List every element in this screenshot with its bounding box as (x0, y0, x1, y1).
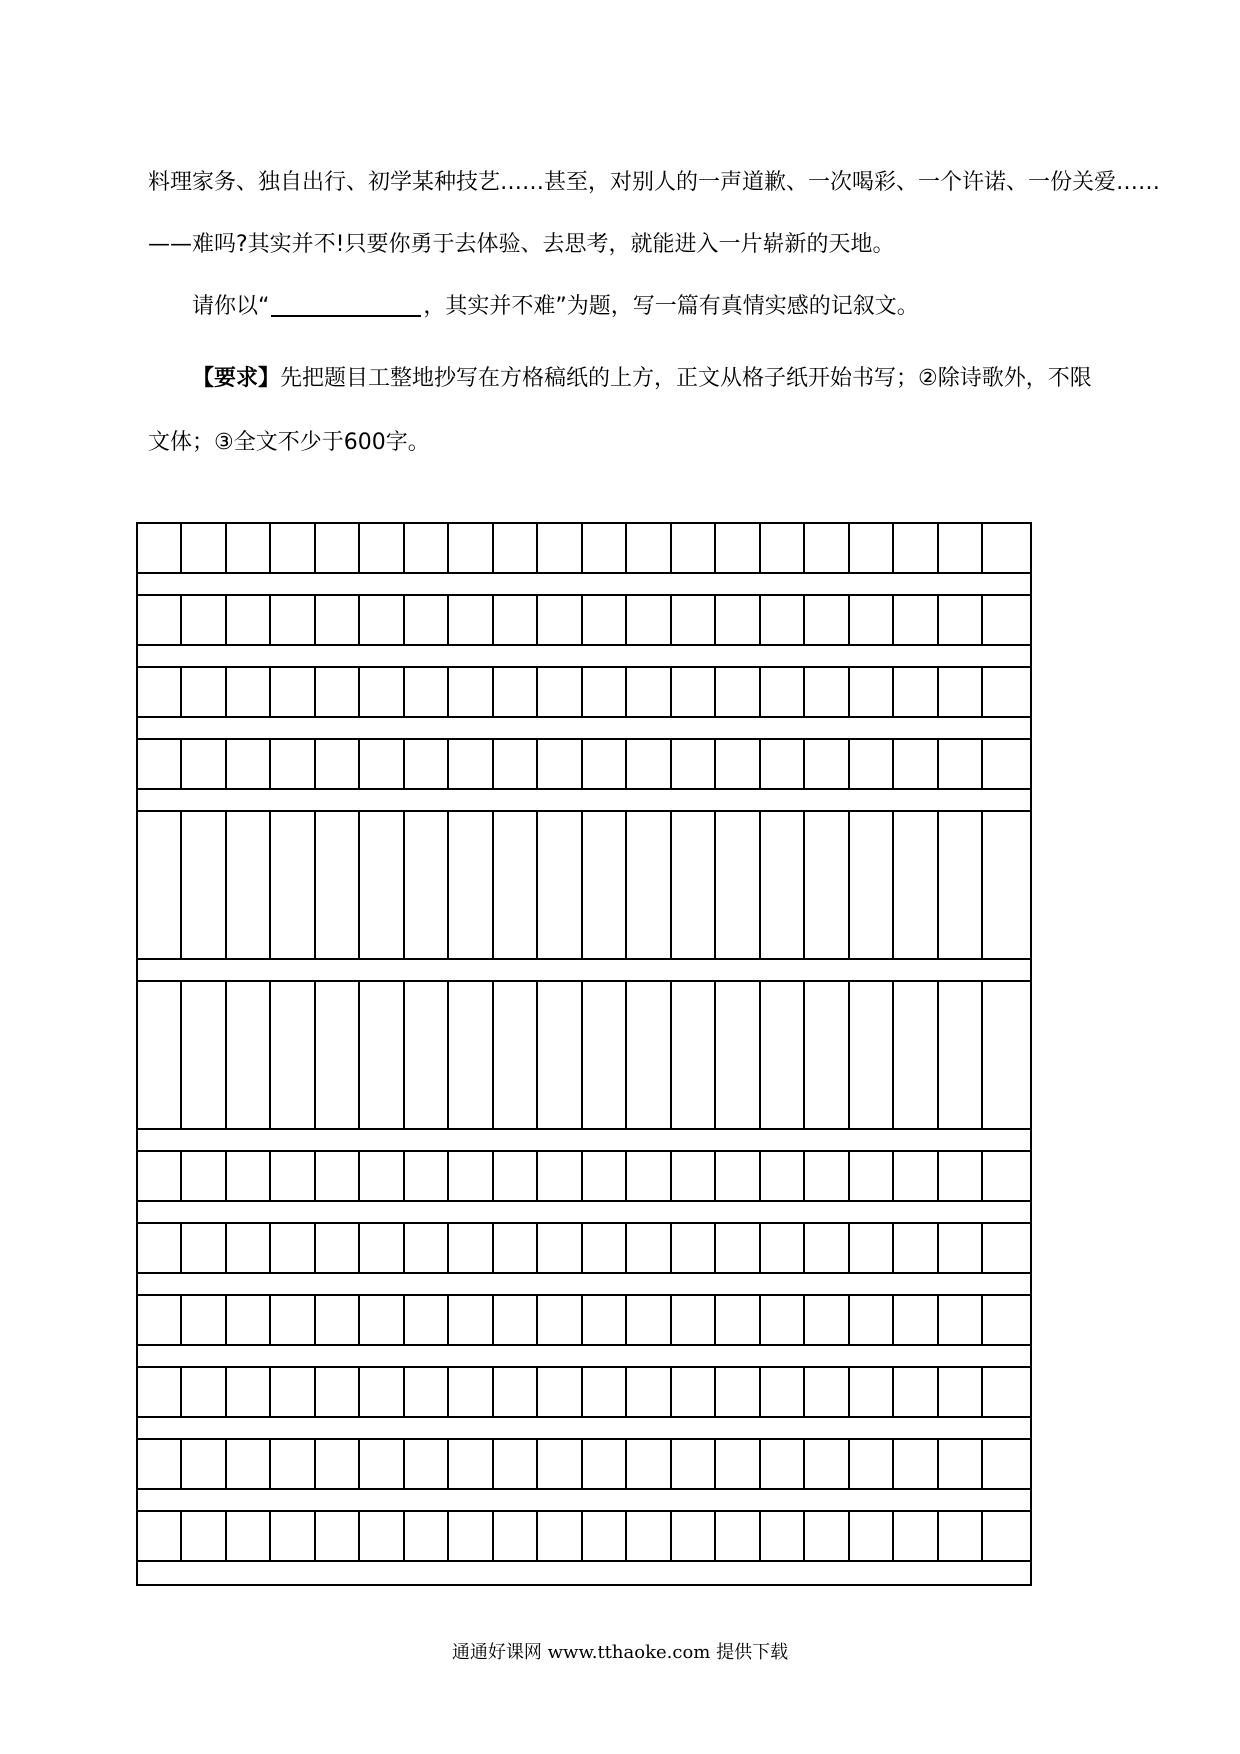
grid-cell (672, 1152, 716, 1200)
grid-spacer (138, 1562, 1030, 1584)
grid-cell (716, 596, 760, 644)
grid-cell (894, 524, 938, 572)
grid-cell (716, 740, 760, 788)
grid-cell (627, 982, 671, 1128)
grid-cell (761, 1152, 805, 1200)
grid-row (138, 1368, 1030, 1418)
grid-cell (360, 596, 404, 644)
grid-cell (227, 740, 271, 788)
grid-cell (672, 596, 716, 644)
grid-cell (894, 740, 938, 788)
grid-cell (716, 1224, 760, 1272)
requirement-line-2: 文体；③全文不少于600字。 (148, 430, 430, 455)
grid-cell (360, 1512, 404, 1560)
grid-cell (983, 596, 1030, 644)
grid-cell (227, 1440, 271, 1488)
grid-cell (316, 1512, 360, 1560)
grid-cell (850, 1440, 894, 1488)
grid-cell (182, 1224, 226, 1272)
grid-cell (850, 668, 894, 716)
grid-cell (138, 1296, 182, 1344)
grid-cell (805, 740, 849, 788)
grid-cell (271, 1440, 315, 1488)
grid-cell (271, 1512, 315, 1560)
grid-cell (761, 982, 805, 1128)
grid-cell (405, 740, 449, 788)
grid-cell (672, 1224, 716, 1272)
grid-cell (939, 596, 983, 644)
grid-cell (316, 596, 360, 644)
grid-cell (538, 1152, 582, 1200)
grid-cell (761, 1296, 805, 1344)
grid-cell (805, 1152, 849, 1200)
grid-cell (672, 1512, 716, 1560)
grid-cell (583, 1368, 627, 1416)
grid-cell (227, 1512, 271, 1560)
grid-cell (271, 668, 315, 716)
grid-cell (672, 812, 716, 958)
grid-cell (138, 1368, 182, 1416)
grid-cell (405, 812, 449, 958)
title-prefix: 请你以“ (192, 294, 270, 319)
grid-cell (850, 740, 894, 788)
grid-cell (182, 982, 226, 1128)
grid-cell (138, 668, 182, 716)
grid-cell (316, 982, 360, 1128)
grid-cell (894, 1296, 938, 1344)
grid-row (138, 1296, 1030, 1346)
grid-cell (138, 812, 182, 958)
grid-cell (449, 1512, 493, 1560)
grid-cell (805, 1224, 849, 1272)
grid-cell (360, 982, 404, 1128)
grid-cell (449, 1224, 493, 1272)
grid-cell (627, 1152, 671, 1200)
grid-cell (138, 596, 182, 644)
grid-cell (271, 982, 315, 1128)
grid-cell (672, 668, 716, 716)
grid-cell (494, 1224, 538, 1272)
grid-cell (449, 596, 493, 644)
grid-cell (360, 1152, 404, 1200)
prompt-line-1: 料理家务、独自出行、初学某种技艺……甚至，对别人的一声道歉、一次喝彩、一个许诺、一份关爱…… (148, 170, 1161, 195)
requirement-label: 【要求】 (192, 366, 281, 391)
grid-cell (939, 1440, 983, 1488)
grid-cell (138, 1512, 182, 1560)
grid-cell (583, 1152, 627, 1200)
grid-cell (761, 524, 805, 572)
grid-cell (538, 1224, 582, 1272)
grid-cell (761, 596, 805, 644)
grid-cell (850, 1512, 894, 1560)
grid-cell (138, 524, 182, 572)
grid-cell (627, 740, 671, 788)
grid-cell (939, 668, 983, 716)
requirement-line (192, 364, 1152, 394)
grid-cell (716, 982, 760, 1128)
grid-cell (538, 982, 582, 1128)
grid-cell (672, 1368, 716, 1416)
grid-cell (805, 1512, 849, 1560)
grid-cell (449, 1368, 493, 1416)
grid-spacer (138, 790, 1030, 812)
grid-cell (583, 1440, 627, 1488)
grid-cell (672, 740, 716, 788)
title-suffix: ，其实并不难”为题，写一篇有真情实感的记叙文。 (423, 294, 919, 319)
grid-cell (583, 524, 627, 572)
grid-cell (939, 1368, 983, 1416)
grid-cell (894, 668, 938, 716)
grid-cell (360, 524, 404, 572)
grid-spacer (138, 1202, 1030, 1224)
grid-spacer (138, 1274, 1030, 1296)
title-blank (271, 293, 421, 317)
grid-cell (360, 668, 404, 716)
grid-cell (761, 812, 805, 958)
grid-cell (583, 982, 627, 1128)
grid-cell (716, 1296, 760, 1344)
grid-cell (494, 1440, 538, 1488)
grid-cell (182, 668, 226, 716)
grid-cell (182, 1440, 226, 1488)
grid-cell (983, 812, 1030, 958)
grid-cell (805, 1296, 849, 1344)
grid-cell (538, 1512, 582, 1560)
grid-cell (850, 596, 894, 644)
grid-cell (138, 1152, 182, 1200)
grid-cell (405, 1224, 449, 1272)
grid-cell (627, 1440, 671, 1488)
grid-cell (227, 1152, 271, 1200)
grid-cell (494, 596, 538, 644)
grid-cell (805, 1440, 849, 1488)
grid-row (138, 1224, 1030, 1274)
grid-cell (805, 596, 849, 644)
grid-cell (983, 1512, 1030, 1560)
grid-cell (983, 668, 1030, 716)
grid-cell (182, 596, 226, 644)
grid-cell (761, 1368, 805, 1416)
grid-cell (761, 1512, 805, 1560)
grid-cell (182, 740, 226, 788)
grid-cell (538, 596, 582, 644)
grid-row (138, 1440, 1030, 1490)
grid-cell (805, 668, 849, 716)
grid-cell (672, 982, 716, 1128)
grid-cell (316, 812, 360, 958)
grid-row (138, 596, 1030, 646)
grid-cell (538, 740, 582, 788)
grid-cell (227, 1296, 271, 1344)
grid-cell (182, 1512, 226, 1560)
grid-cell (405, 1368, 449, 1416)
grid-spacer (138, 646, 1030, 668)
grid-row (138, 668, 1030, 718)
grid-cell (894, 1368, 938, 1416)
grid-cell (360, 1440, 404, 1488)
grid-cell (583, 1512, 627, 1560)
grid-cell (360, 812, 404, 958)
grid-cell (805, 1368, 849, 1416)
grid-cell (494, 812, 538, 958)
grid-cell (494, 1296, 538, 1344)
grid-cell (850, 1152, 894, 1200)
grid-cell (939, 812, 983, 958)
grid-cell (271, 740, 315, 788)
grid-cell (983, 524, 1030, 572)
grid-cell (983, 1224, 1030, 1272)
grid-cell (672, 524, 716, 572)
footer-source: 通通好课网 www.tthaoke.com 提供下载 (451, 1642, 789, 1663)
grid-cell (138, 1440, 182, 1488)
grid-spacer (138, 718, 1030, 740)
grid-cell (494, 524, 538, 572)
grid-cell (271, 596, 315, 644)
grid-cell (939, 1512, 983, 1560)
grid-cell (182, 1296, 226, 1344)
grid-cell (271, 812, 315, 958)
grid-cell (449, 524, 493, 572)
grid-cell (227, 812, 271, 958)
grid-cell (850, 524, 894, 572)
grid-cell (316, 524, 360, 572)
grid-cell (449, 668, 493, 716)
grid-cell (227, 982, 271, 1128)
grid-cell (716, 668, 760, 716)
grid-spacer (138, 1130, 1030, 1152)
grid-cell (494, 1512, 538, 1560)
grid-cell (894, 1440, 938, 1488)
grid-cell (182, 812, 226, 958)
writing-grid (136, 522, 1032, 1586)
grid-cell (583, 668, 627, 716)
grid-cell (894, 1224, 938, 1272)
grid-cell (983, 1296, 1030, 1344)
grid-cell (983, 1440, 1030, 1488)
grid-cell (538, 812, 582, 958)
grid-cell (716, 1368, 760, 1416)
grid-cell (405, 1152, 449, 1200)
grid-cell (138, 740, 182, 788)
grid-cell (360, 1224, 404, 1272)
grid-cell (983, 1152, 1030, 1200)
grid-cell (850, 1368, 894, 1416)
requirement-text: 先把题目工整地抄写在方格稿纸的上方，正文从格子纸开始书写；②除诗歌外，不限 (280, 366, 1092, 391)
grid-cell (227, 668, 271, 716)
grid-cell (983, 1368, 1030, 1416)
grid-cell (271, 1368, 315, 1416)
grid-cell (716, 524, 760, 572)
grid-cell (627, 1296, 671, 1344)
prompt-line-2: ——难吗?其实并不!只要你勇于去体验、去思考，就能进入一片崭新的天地。 (148, 232, 895, 257)
grid-cell (627, 1512, 671, 1560)
grid-cell (538, 1368, 582, 1416)
grid-cell (271, 1152, 315, 1200)
grid-cell (761, 668, 805, 716)
grid-cell (716, 1440, 760, 1488)
grid-cell (805, 982, 849, 1128)
grid-cell (360, 1368, 404, 1416)
grid-cell (316, 1152, 360, 1200)
grid-cell (850, 812, 894, 958)
grid-cell (494, 982, 538, 1128)
grid-cell (405, 1440, 449, 1488)
grid-cell (939, 982, 983, 1128)
grid-cell (939, 1296, 983, 1344)
grid-cell (316, 1440, 360, 1488)
grid-cell (405, 1512, 449, 1560)
grid-cell (316, 1368, 360, 1416)
prompt-title-instruction (192, 292, 1152, 322)
grid-row (138, 740, 1030, 790)
grid-cell (449, 982, 493, 1128)
grid-cell (449, 1296, 493, 1344)
grid-cell (627, 1224, 671, 1272)
grid-cell (627, 668, 671, 716)
grid-cell (672, 1440, 716, 1488)
grid-row (138, 524, 1030, 574)
grid-cell (761, 740, 805, 788)
grid-cell (583, 1296, 627, 1344)
grid-cell (761, 1440, 805, 1488)
grid-spacer (138, 1418, 1030, 1440)
grid-spacer (138, 960, 1030, 982)
grid-cell (850, 982, 894, 1128)
grid-cell (227, 1368, 271, 1416)
grid-cell (449, 1152, 493, 1200)
grid-cell (316, 740, 360, 788)
grid-cell (538, 524, 582, 572)
grid-cell (672, 1296, 716, 1344)
grid-cell (182, 1368, 226, 1416)
grid-cell (850, 1296, 894, 1344)
grid-cell (761, 1224, 805, 1272)
grid-cell (583, 740, 627, 788)
grid-cell (583, 596, 627, 644)
grid-spacer (138, 574, 1030, 596)
grid-cell (627, 812, 671, 958)
grid-cell (494, 1368, 538, 1416)
grid-cell (271, 524, 315, 572)
grid-cell (182, 1152, 226, 1200)
grid-cell (405, 1296, 449, 1344)
grid-cell (805, 524, 849, 572)
grid-spacer (138, 1490, 1030, 1512)
grid-cell (405, 524, 449, 572)
grid-cell (227, 596, 271, 644)
grid-cell (850, 1224, 894, 1272)
grid-cell (583, 812, 627, 958)
grid-cell (627, 524, 671, 572)
grid-cell (939, 524, 983, 572)
grid-cell (449, 740, 493, 788)
grid-cell (316, 1296, 360, 1344)
grid-cell (894, 812, 938, 958)
grid-cell (316, 668, 360, 716)
grid-cell (894, 982, 938, 1128)
grid-cell (627, 596, 671, 644)
grid-cell (494, 740, 538, 788)
grid-cell (538, 1440, 582, 1488)
grid-cell (716, 1152, 760, 1200)
grid-cell (894, 1152, 938, 1200)
grid-cell (138, 982, 182, 1128)
grid-cell (716, 1512, 760, 1560)
grid-cell (182, 524, 226, 572)
grid-cell (494, 1152, 538, 1200)
grid-cell (360, 1296, 404, 1344)
grid-cell (494, 668, 538, 716)
grid-cell (138, 1224, 182, 1272)
grid-cell (449, 812, 493, 958)
grid-cell (538, 668, 582, 716)
grid-row (138, 1512, 1030, 1562)
grid-cell (449, 1440, 493, 1488)
grid-cell (271, 1224, 315, 1272)
grid-cell (805, 812, 849, 958)
grid-cell (627, 1368, 671, 1416)
grid-row (138, 982, 1030, 1130)
grid-cell (716, 812, 760, 958)
grid-cell (939, 740, 983, 788)
grid-cell (939, 1152, 983, 1200)
grid-cell (316, 1224, 360, 1272)
grid-cell (360, 740, 404, 788)
grid-cell (405, 982, 449, 1128)
grid-cell (894, 596, 938, 644)
grid-spacer (138, 1346, 1030, 1368)
grid-cell (983, 740, 1030, 788)
grid-cell (227, 524, 271, 572)
grid-cell (983, 982, 1030, 1128)
grid-cell (271, 1296, 315, 1344)
grid-cell (405, 596, 449, 644)
grid-cell (939, 1224, 983, 1272)
grid-row (138, 1152, 1030, 1202)
grid-row (138, 812, 1030, 960)
grid-cell (583, 1224, 627, 1272)
grid-cell (405, 668, 449, 716)
grid-cell (894, 1512, 938, 1560)
grid-cell (227, 1224, 271, 1272)
grid-cell (538, 1296, 582, 1344)
